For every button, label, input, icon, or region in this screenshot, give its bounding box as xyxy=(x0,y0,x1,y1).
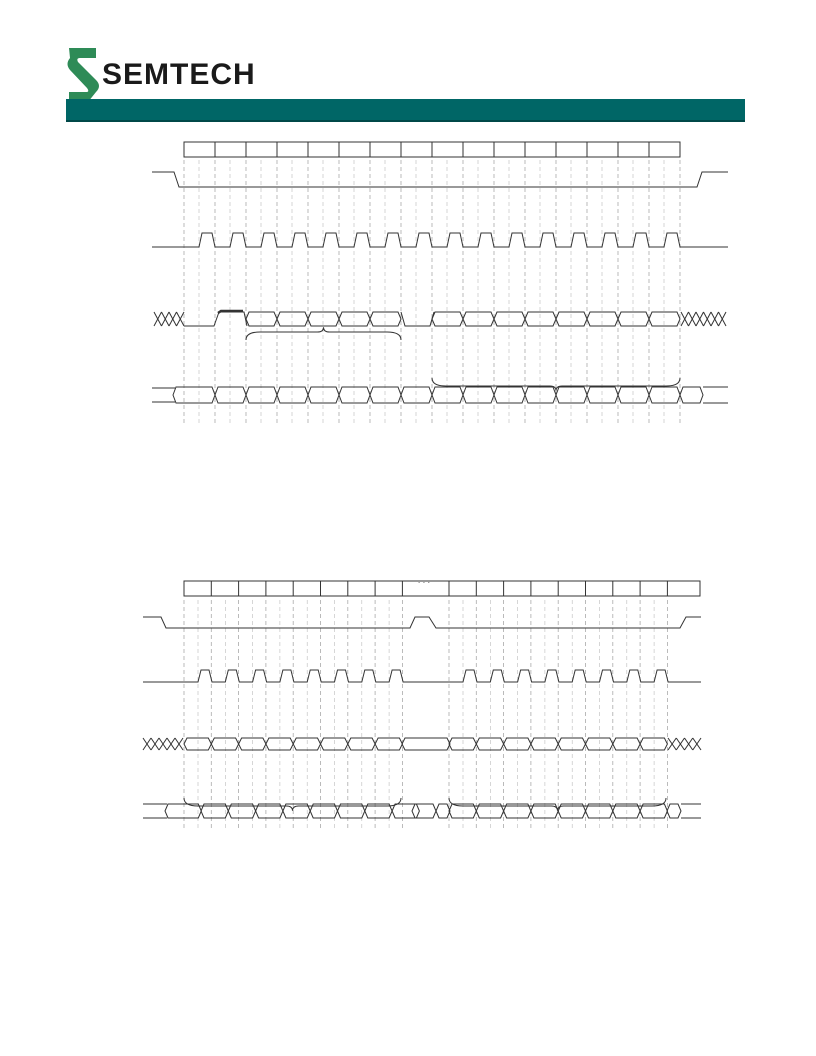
data-in-bit xyxy=(266,738,293,750)
data-in-bit xyxy=(613,738,640,750)
data-in-start-bit xyxy=(184,312,247,326)
data-out-bit xyxy=(392,804,419,818)
data-out-bit xyxy=(173,387,215,403)
data-out-bit xyxy=(246,387,277,403)
data-in-bit xyxy=(211,738,238,750)
timing-diagram-2 xyxy=(0,570,816,840)
data-in-bit xyxy=(525,312,556,326)
data-in-bit xyxy=(494,312,525,326)
clock-signal xyxy=(152,233,728,247)
cycle-boxes xyxy=(184,581,700,596)
data-out-bit xyxy=(308,387,339,403)
frame-signal xyxy=(143,617,701,628)
data-in-bit xyxy=(640,738,667,750)
data-in-brace xyxy=(246,327,401,340)
data-in-bit xyxy=(558,738,585,750)
data-in-bit xyxy=(239,738,266,750)
data-in-gap xyxy=(401,312,434,326)
data-out-bit xyxy=(401,387,432,403)
data-out-bit xyxy=(463,387,494,403)
data-in-bit xyxy=(184,738,211,750)
data-in-bit xyxy=(348,738,375,750)
ellipsis-mark: · · · xyxy=(417,578,431,587)
timing-diagram-1 xyxy=(0,130,816,430)
data-in-bit xyxy=(649,312,680,326)
data-out-bit xyxy=(215,387,246,403)
data-in-bit xyxy=(277,312,308,326)
data-out-bit xyxy=(432,387,463,403)
data-in-bit xyxy=(321,738,348,750)
data-in-bit xyxy=(449,738,476,750)
data-in-bit xyxy=(618,312,649,326)
data-in-bit xyxy=(246,312,277,326)
data-out-bit xyxy=(525,387,556,403)
data-in-bit xyxy=(556,312,587,326)
data-out-bit xyxy=(649,387,680,403)
data-out-bit xyxy=(277,387,308,403)
data-in-bit xyxy=(476,738,503,750)
data-out-bit xyxy=(680,387,703,403)
clock-signal xyxy=(143,670,701,682)
data-out-bit xyxy=(339,387,370,403)
data-in-bit xyxy=(375,738,402,750)
data-in-bit xyxy=(586,738,613,750)
data-in-bit xyxy=(308,312,339,326)
data-out-bit xyxy=(587,387,618,403)
semtech-s-mark-icon xyxy=(66,46,106,102)
data-out-bit xyxy=(412,804,436,818)
data-in-bit xyxy=(370,312,401,326)
data-in-bit xyxy=(504,738,531,750)
data-in-bit xyxy=(293,738,320,750)
data-in-start-bit-bold xyxy=(218,311,243,313)
data-out-bit xyxy=(370,387,401,403)
logo-wordmark: SEMTECH xyxy=(102,58,256,91)
data-in-idle xyxy=(402,738,450,750)
header-band xyxy=(66,99,745,122)
header-band-shadow xyxy=(66,120,745,122)
data-in-bit xyxy=(339,312,370,326)
data-in-bit xyxy=(432,312,463,326)
data-out-bit xyxy=(667,804,681,818)
data-out-bit xyxy=(618,387,649,403)
data-in-bit xyxy=(463,312,494,326)
semtech-logo xyxy=(66,46,318,102)
frame-signal xyxy=(152,172,728,187)
data-out-bit xyxy=(436,804,450,818)
data-out-bit xyxy=(556,387,587,403)
data-out-bit xyxy=(494,387,525,403)
data-in-bit xyxy=(587,312,618,326)
data-in-bit xyxy=(531,738,558,750)
